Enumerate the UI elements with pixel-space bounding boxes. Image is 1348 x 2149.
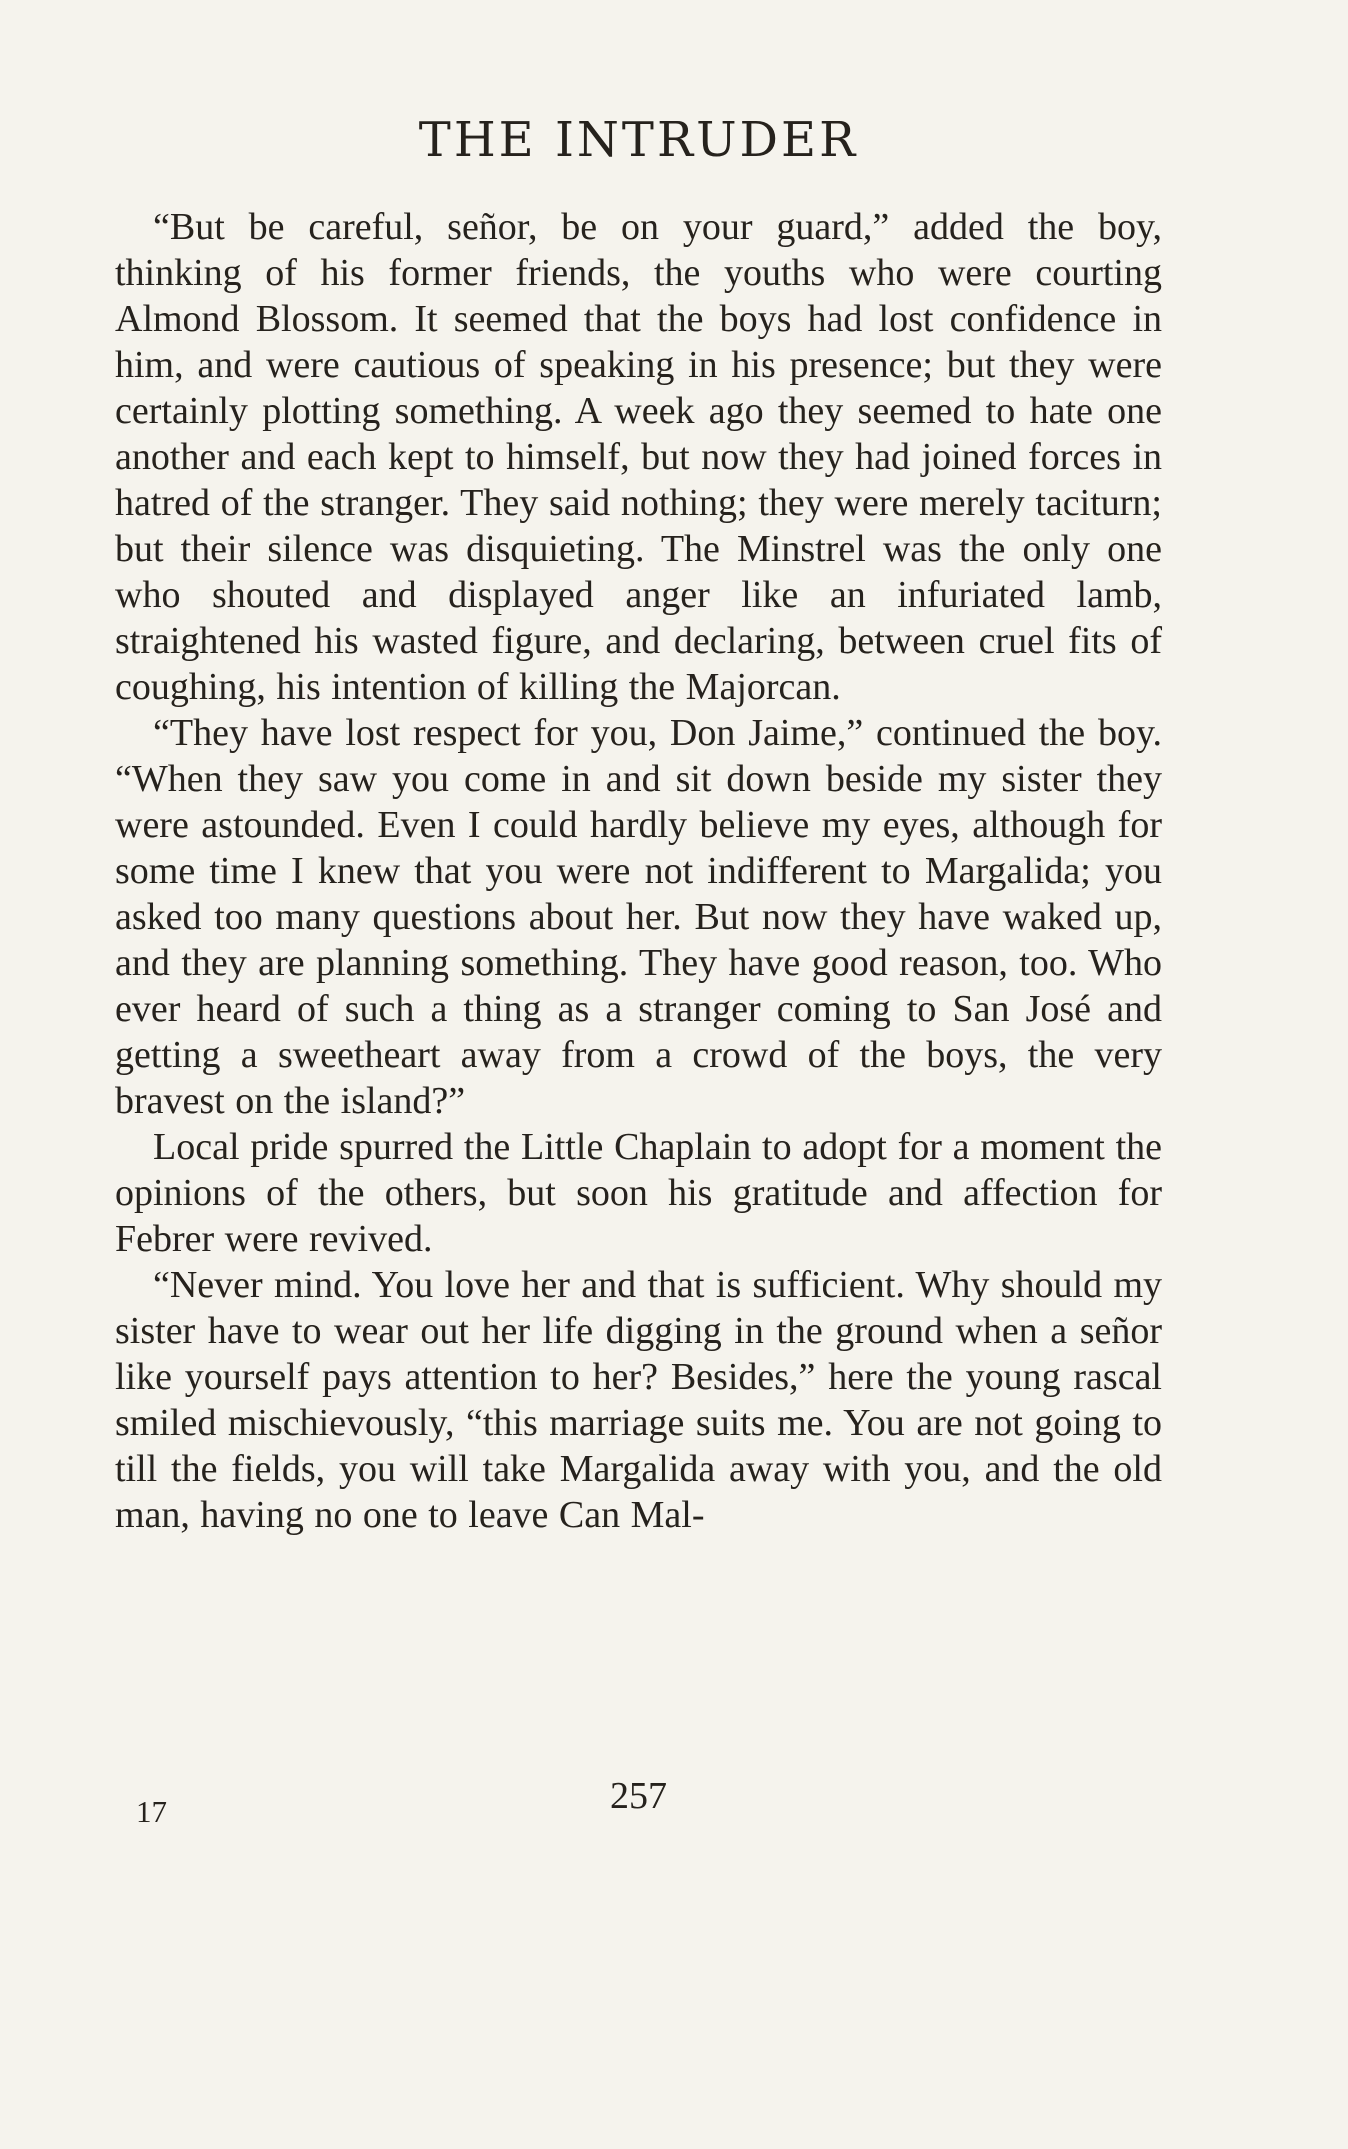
signature-mark: 17 [136,1794,167,1829]
paragraph-3: Local pride spurred the Little Chaplain to adopt for a moment the opinions of the others, but soon his gratitude and affection for Febrer were revived. [115,1126,1162,1260]
page-content [115,112,1162,1538]
paragraph-4: “Never mind. You love her and that is sufficient. Why should my sister have to wear out her life digging in the ground when a señor like yourself pays attention to her? Besides,” here the young rascal smiled mischievously, “this marriage suits me. You are not going to till the fields, you will take Margalida away with you, and the old man, having no one to leave Can Mal- [115,1264,1162,1536]
paragraph-1: “But be careful, señor, be on your guard,” added the boy, thinking of his former friends, the youths who were courting Almond Blossom. It seemed that the boys had lost confidence in him, and were cautious of speaking in his presence; but they were certainly plotting something. A week ago they seemed to hate one another and each kept to himself, but now they had joined forces in hatred of the stranger. They said nothing; they were merely taciturn; but their silence was disquieting. The Minstrel was the only one who shouted and displayed anger like an infuriated lamb, straightened his wasted figure, and declaring, between cruel fits of coughing, his intention of killing the Majorcan. [115,206,1162,708]
page-number: 257 [610,1775,667,1817]
chapter-running-title: THE INTRUDER [418,112,859,168]
paragraph-2: “They have lost respect for you, Don Jaime,” continued the boy. “When they saw you come in and sit down beside my sister they were astounded. Even I could hardly believe my eyes, although for some time I knew that you were not indifferent to Margalida; you asked too many questions about her. But now they have waked up, and they are planning something. They have good reason, too. Who ever heard of such a thing as a stranger coming to San José and getting a sweetheart away from a crowd of the boys, the very bravest on the island?” [115,712,1162,1122]
